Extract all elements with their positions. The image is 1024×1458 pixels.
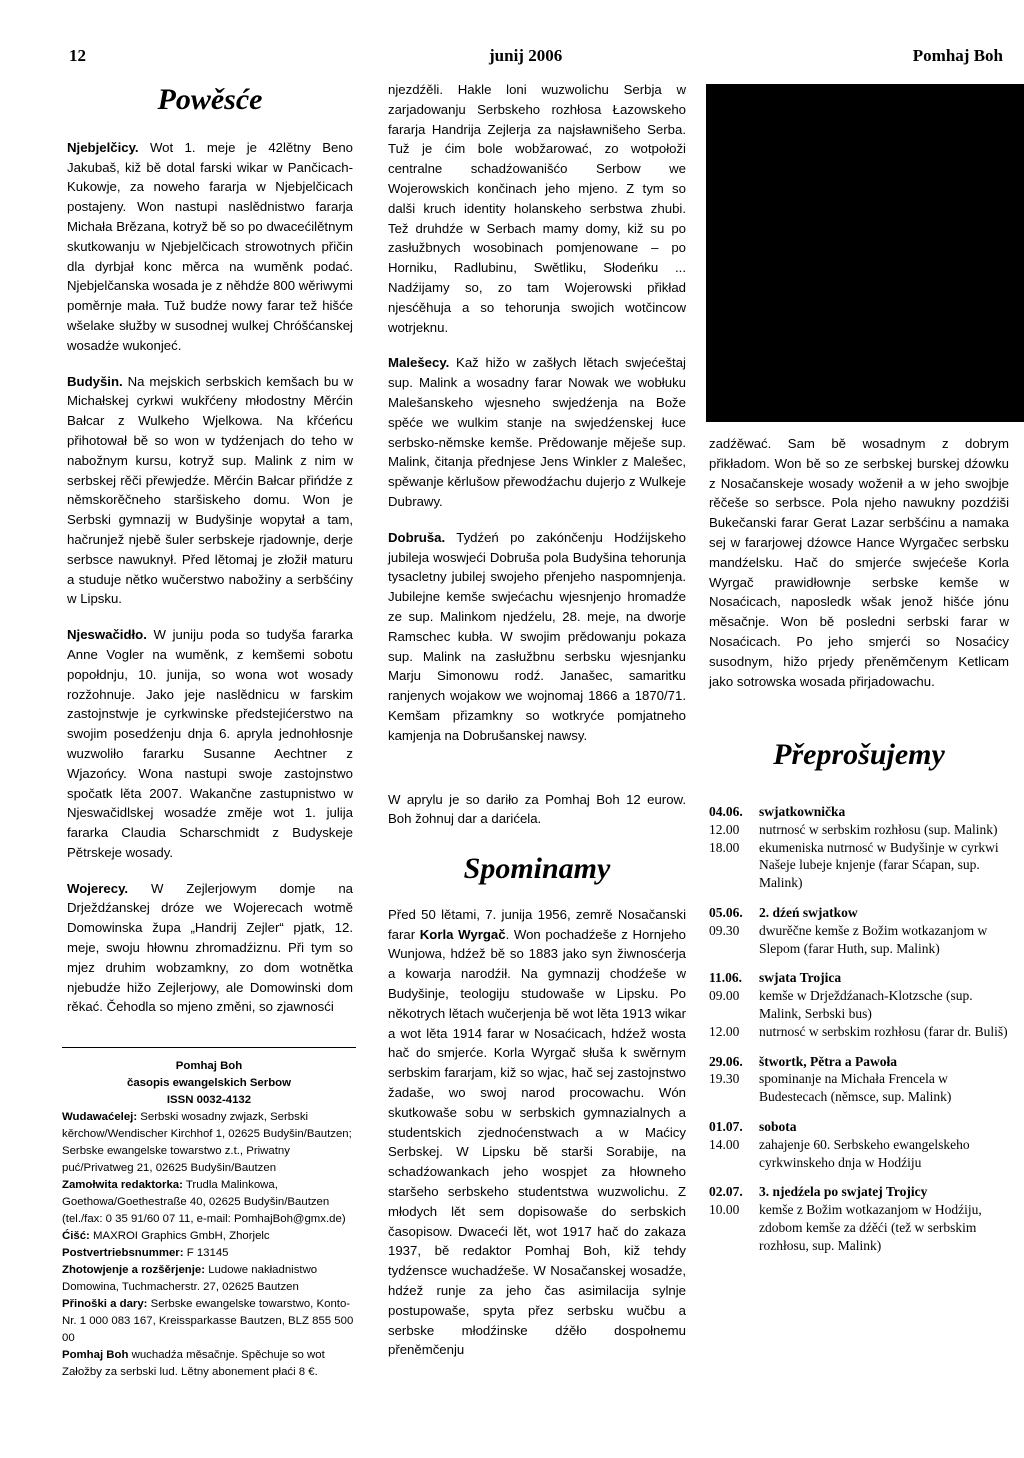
event-date: 02.07.: [709, 1184, 743, 1200]
event-group: [709, 803, 1009, 892]
memorial-text: Před 50 lětami, 7. junija 1956, zemrě Nosačanski farar Korla Wyrgač. Won pochadźeše z Hornjeho Wunjowa, hdźež bě so 1883 jako syn žiwnosćerja a kowarja narodźił. Na gymnazij chodźeše w Budyšinje, teologiju studowaše w Lipsku. Po někotrych lětach wučerjenja bě wot lěta 1913 wikar a wot lěta 1914 farar w Nosaćicach, hdźež wosta hač do smjerće. Korla Wyrgač słuša k swěrnym serbskim fararjam, kiž so wjac, hač sej zastojnstwo žadaše, wo swoj narod procowachu. Wón skutkowaše sobu w serbskich gymnazialnych a studentskich zjednoćenstwach a w Maćicy Serbskej. W Lipsku bě starši Sorabije, na schadźowankach jeho wospjet za hłowneho staršeho serbskeho studentstwa wuzwolichu. Z młodych lět sem dopisowaše do serbskich časopisow. Dwaceći lět, wot 1917 hač do zakaza 1937, bě redaktor Pomhaj Boh, kiž tehdy tydźensce wuchadźeše. W Nosačanskej wosadźe, hdźež runje za jeho čas asimilacija sylnje postupowaše, spyta přez serbsku wučbu a serbske młodźinske dźěło dospołnemu přeněmčenju: [388, 906, 686, 1358]
memorial-name: Korla Wyrgač: [419, 926, 506, 942]
event-text: zahajenje 60. Serbskeho ewangelskeho cyrkwinskeho dnja w Hodźiju: [759, 1136, 970, 1170]
news-item: [67, 138, 353, 356]
event-heading: [709, 1183, 1009, 1201]
imprint-distribution: Zhotowjenje a rozšěrjenje: Ludowe nakładnistwo Domowina, Tuchmacherstr. 27, 02625 Bautzen: [62, 1264, 318, 1293]
event-group: [709, 1118, 1009, 1171]
event-item: [709, 1136, 1009, 1172]
issue-date: junij 2006: [489, 46, 563, 65]
news-place: Budyšin.: [67, 373, 123, 389]
news-text: W juniju poda so tudyša fararka Anne Vogler na wuměnk, z kemšemi sobotu popołdnju, 10. junija, so wona wot wosady rozžohnuje. Jako jeje naslědnicu w farskim zastojnstwje je cyrkwinske předstejićerstwo na swojim posedźenju dnja 6. apryla jednohłosnje wuzwoliło fararku Susanne Aechtner z Wjazońcy. Wona nastupi swoje zastojnstwo spočatk lěta 2007. Wakančne zastupnistwo w Njeswačidlskej wosadźe změje wot 1. julija fararka Claudia Scharschmidt z Budyskeje Pětrskeje wosady.: [67, 627, 353, 860]
event-item: [709, 987, 1009, 1023]
event-heading: [709, 904, 1009, 922]
imprint-issn: ISSN 0032-4132: [166, 1094, 252, 1106]
paper-name: Pomhaj Boh: [912, 46, 1003, 65]
left-column: [67, 83, 353, 1033]
event-item: [709, 839, 1009, 892]
event-time: 12.00: [709, 1023, 740, 1039]
news-text: W Zejlerjowym domje na Drježdźanskej dróze we Wojerecach wotmě Domowinska župa „Handrij Zejler“ pjatk, 12. meje, swoju hłownu zhromadźiznu. Při tym so mjez druhim wobzamkny, zo dom wotnětka njebudźe hižo Zejlerjowy, ale Domowinski dom rěkać. Čehodla so mjeno změni, so zjawnosći: [67, 880, 353, 1015]
event-time: 14.00: [709, 1136, 740, 1152]
event-item: [709, 1023, 1009, 1041]
event-item: [709, 1201, 1009, 1254]
event-date: 29.06.: [709, 1053, 743, 1069]
news-item: [67, 879, 353, 1018]
event-title: swjata Trojica: [759, 970, 842, 986]
imprint-box: [62, 1047, 356, 1381]
event-title: swjatkownička: [759, 804, 846, 819]
event-text: nutrnosć w serbskim rozhłosu (sup. Malink): [759, 821, 998, 837]
section-title-memorial: Spominamy: [463, 852, 611, 886]
article-continuation: njezdźěli. Hakle loni wuzwolichu Serbja w zarjadowanju Serbskeho rozhłosa Łazowskeho fararja Handrija Zejlerja za najsławnišeho Serba. Tuž je ćim bole wobžarować, zo wotpołoži centralne schadźowanišćo Serbow we Wojerowskich končinach jeho mjeno. Z tym so dalši kruch identity holanskeho serbstwa zhubi. Tež druhdźe w Serbach mamy domy, kiž su po zasłužbnych wosobinach pomjenowane – po Horniku, Radlubinu, Swětliku, Słodeńku ... Nadźijamy so, zo tam Wojerowski přikład njesćěhuja a so tehorunja swojich wotčincow wotrjeknu.: [388, 82, 686, 335]
news-place: Njeswačidło.: [67, 627, 147, 643]
portrait-photo: [706, 84, 1024, 422]
event-text: nutrnosć w serbskim rozhłosu (farar dr. Buliš): [759, 1023, 1008, 1039]
imprint-frequency: Pomhaj Boh wuchadźa měsačnje. Spěchuje so wot Załožby za serbski lud. Lětny abonement płaći 8 €.: [62, 1349, 325, 1378]
event-text: spominanje na Michała Frencela w Budestecach (němsce, sup. Malink): [759, 1071, 952, 1105]
news-item: [388, 528, 686, 746]
event-time: 09.00: [709, 988, 740, 1004]
news-place: Dobruša.: [388, 529, 446, 545]
event-title: 2. dźeń swjatkow: [759, 904, 858, 920]
imprint-post: Postvertriebsnummer: F 13145: [62, 1247, 229, 1259]
right-column-text: [709, 434, 1009, 707]
donation-note: W aprylu je so dariło za Pomhaj Boh 12 eurow. Boh žohnuj dar a darićela.: [388, 791, 686, 827]
event-group: [709, 904, 1009, 957]
imprint-editor: Zamołwita redaktorka: Trudla Malinkowa, Goethowa/Goethestraße 40, 02625 Budyšin/Bautzen (tel./fax: 0 35 91/60 07 11, e-mail: PomhajBoh@gmx.de): [62, 1179, 346, 1225]
news-text: Tydźeń po zakónčenju Hodźijskeho jubileja woswjeći Dobruša pola Budyšina tehorunja tysacletny jubilej swojeho přenjeho naspomnjenja. Jubilejne kemše swjećachu wjesnjenjo hromadźe ze sup. Malinkom njedźelu, 28. meje, na dworje Ramschec kubła. W swojim prědowanju pokaza sup. Malink na zasłužbnu serbsku wjesnjanku Marju Simonowu rodź. Janašec, samaritku ranjenych wojakow we wojnomaj 1866 a 1870/71. Kemšam přizamkny so wotkryće pomjatneho kamjenja na Dobrušanskej nawsy.: [388, 529, 686, 743]
news-text: Kaž hižo w zašłych lětach swjećeštaj sup. Malink a wosadny farar Nowak we wobłuku Malešanskeho wjesneho swjedźenja na Bože spěće we wulkim stanje na swjedźenskej łuce serbsko-němske kemše. Prědowanje měješe sup. Malink, čitanja přednjese Jens Winkler z Malešec, spěwanje kěrlušow přewodźachu dujerjo z Wulkeje Dubrawy.: [388, 355, 686, 509]
event-text: kemše w Drježdźanach-Klotzsche (sup. Malink, Serbski bus): [759, 988, 973, 1021]
event-text: dwurěčne kemše z Božim wotkazanjom w Slepom (farar Huth, sup. Malink): [759, 922, 988, 956]
event-heading: [709, 803, 1009, 821]
event-title: 3. njedźela po swjatej Trojicy: [759, 1184, 928, 1200]
news-text: Wot 1. meje je 42lětny Beno Jakubaš, kiž bě dotal farski wikar w Pančicach-Kukowje, za noweho fararja w Njebjelčicach postajeny. Won nastupi naslědnistwo fararja Michała Brězana, kotryž bě so po dwacećilětnym skutkowanju w Njebjelčicach strowotnych přičin dla dyrbjał konc měrca na wuměnk podać. Njebjelčanska wosada je z něhdźe 800 wěriwymi poměrnje mała. Tuž budźe nowy farar tež hišće wšelake słužby w susodnej wulkej Chróšćanskej wosadźe wukonjeć.: [67, 139, 353, 353]
news-text: Na mejskich serbskich kemšach bu w Michałskej cyrkwi wukřćeny młodostny Měrćin Bałcar z Wulkeho Wjelkowa. Na křćeńcu přihotował bě so won w tydźenjach do teho w nabožnym kursu, kotryž sup. Malink z nim w serbskej rěči přewjedźe. Měrćin Bałcar přińdźe z němskorěčneho staršiskeho domu. Won je Serbski gymnazij w Budyšinje wopytał a tam, hačrunjež njebě šuler serbskeje rjadownje, derje serbsce nawuknył. Před lětomaj je złožił maturu a studuje nětko wučerstwo nabožiny a serbšćiny w Lipsku.: [67, 373, 353, 607]
news-place: Wojerecy.: [67, 880, 129, 896]
imprint-donations: Přinoški a dary: Serbske ewangelske towarstwo, Konto-Nr. 1 000 083 167, Kreissparkasse Bautzen, BLZ 855 500 00: [62, 1298, 354, 1344]
event-text: kemše z Božim wotkazanjom w Hodźiju, zdobom kemše za dźěći (tež w serbskim rozhłosu, sup. Malink): [759, 1202, 982, 1253]
section-title-news: Powěsće: [157, 83, 263, 116]
event-heading: [709, 969, 1009, 987]
event-group: [709, 1053, 1009, 1106]
imprint-subtitle: časopis ewangelskich Serbow: [127, 1077, 291, 1089]
event-title: štwortk, Pětra a Pawoła: [759, 1053, 897, 1069]
event-time: 12.00: [709, 821, 740, 837]
event-item: [709, 922, 1009, 958]
memorial-continuation: zadźěwać. Sam bě wosadnym z dobrym přikładom. Won bě so ze serbskej burskej dźowku z Nosačanskeje wosady woženił a w jeho swojbje rěčeše so serbsce. Pola njeho nawukny pozdźiši Bukečanski farar Gerat Lazar serbšćinu a namaka sej w fararjowej dźowce Hance Wyrgačec serbsku mandźelsku. Hač do smjerće swjećeše Korla Wyrgač prawidłownje serbske kemše w Nosaćicach, naposledk wšak jenož hišće jónu měsačnje. Won bě posledni serbski farar w Nosaćicach. Po jeho smjerći so Nosaćicy susodnym, hižo prjedy přeněmčenym Ketlicam jako sotrowska wosada přirjadowachu.: [709, 436, 1009, 689]
event-date: 11.06.: [709, 970, 743, 986]
news-item: [388, 353, 686, 511]
event-date: 04.06.: [709, 804, 743, 819]
middle-column: [388, 80, 686, 1376]
news-item: [67, 372, 353, 610]
event-text: ekumeniska nutrnosć w Budyšinje w cyrkwi Našeje lubeje knjenje (farar Sćapan, sup. Malink): [759, 839, 999, 891]
imprint-print: Ćišć: MAXROI Graphics GmbH, Zhorjelc: [62, 1230, 270, 1242]
event-group: [709, 969, 1009, 1040]
news-place: Njebjelčicy.: [67, 139, 139, 155]
event-date: 01.07.: [709, 1118, 743, 1134]
event-date: 05.06.: [709, 904, 743, 920]
event-item: [709, 821, 1009, 839]
event-time: 10.00: [709, 1202, 740, 1218]
news-item: [67, 625, 353, 863]
event-heading: [709, 1118, 1009, 1136]
page-number: 12: [69, 46, 86, 65]
event-time: 18.00: [709, 839, 740, 855]
imprint-publisher: Wudawaćelej: Serbski wosadny zwjazk, Serbski kěrchow/Wendischer Kirchhof 1, 02625 Budyšin/Bautzen; Serbske ewangelske towarstwo z.t., Priwatny puć/Privatweg 21, 02625 Budyšin/Bautzen: [62, 1111, 352, 1174]
event-group: [709, 1183, 1009, 1254]
imprint-title: Pomhaj Boh: [175, 1060, 243, 1072]
section-title-invitations: Přeprošujemy: [773, 738, 945, 771]
event-title: sobota: [759, 1118, 797, 1134]
event-heading: [709, 1053, 1009, 1071]
event-time: 09.30: [709, 922, 740, 938]
news-place: Malešecy.: [388, 355, 450, 371]
event-item: [709, 1070, 1009, 1106]
events-list: [709, 803, 1009, 1267]
event-time: 19.30: [709, 1071, 740, 1087]
